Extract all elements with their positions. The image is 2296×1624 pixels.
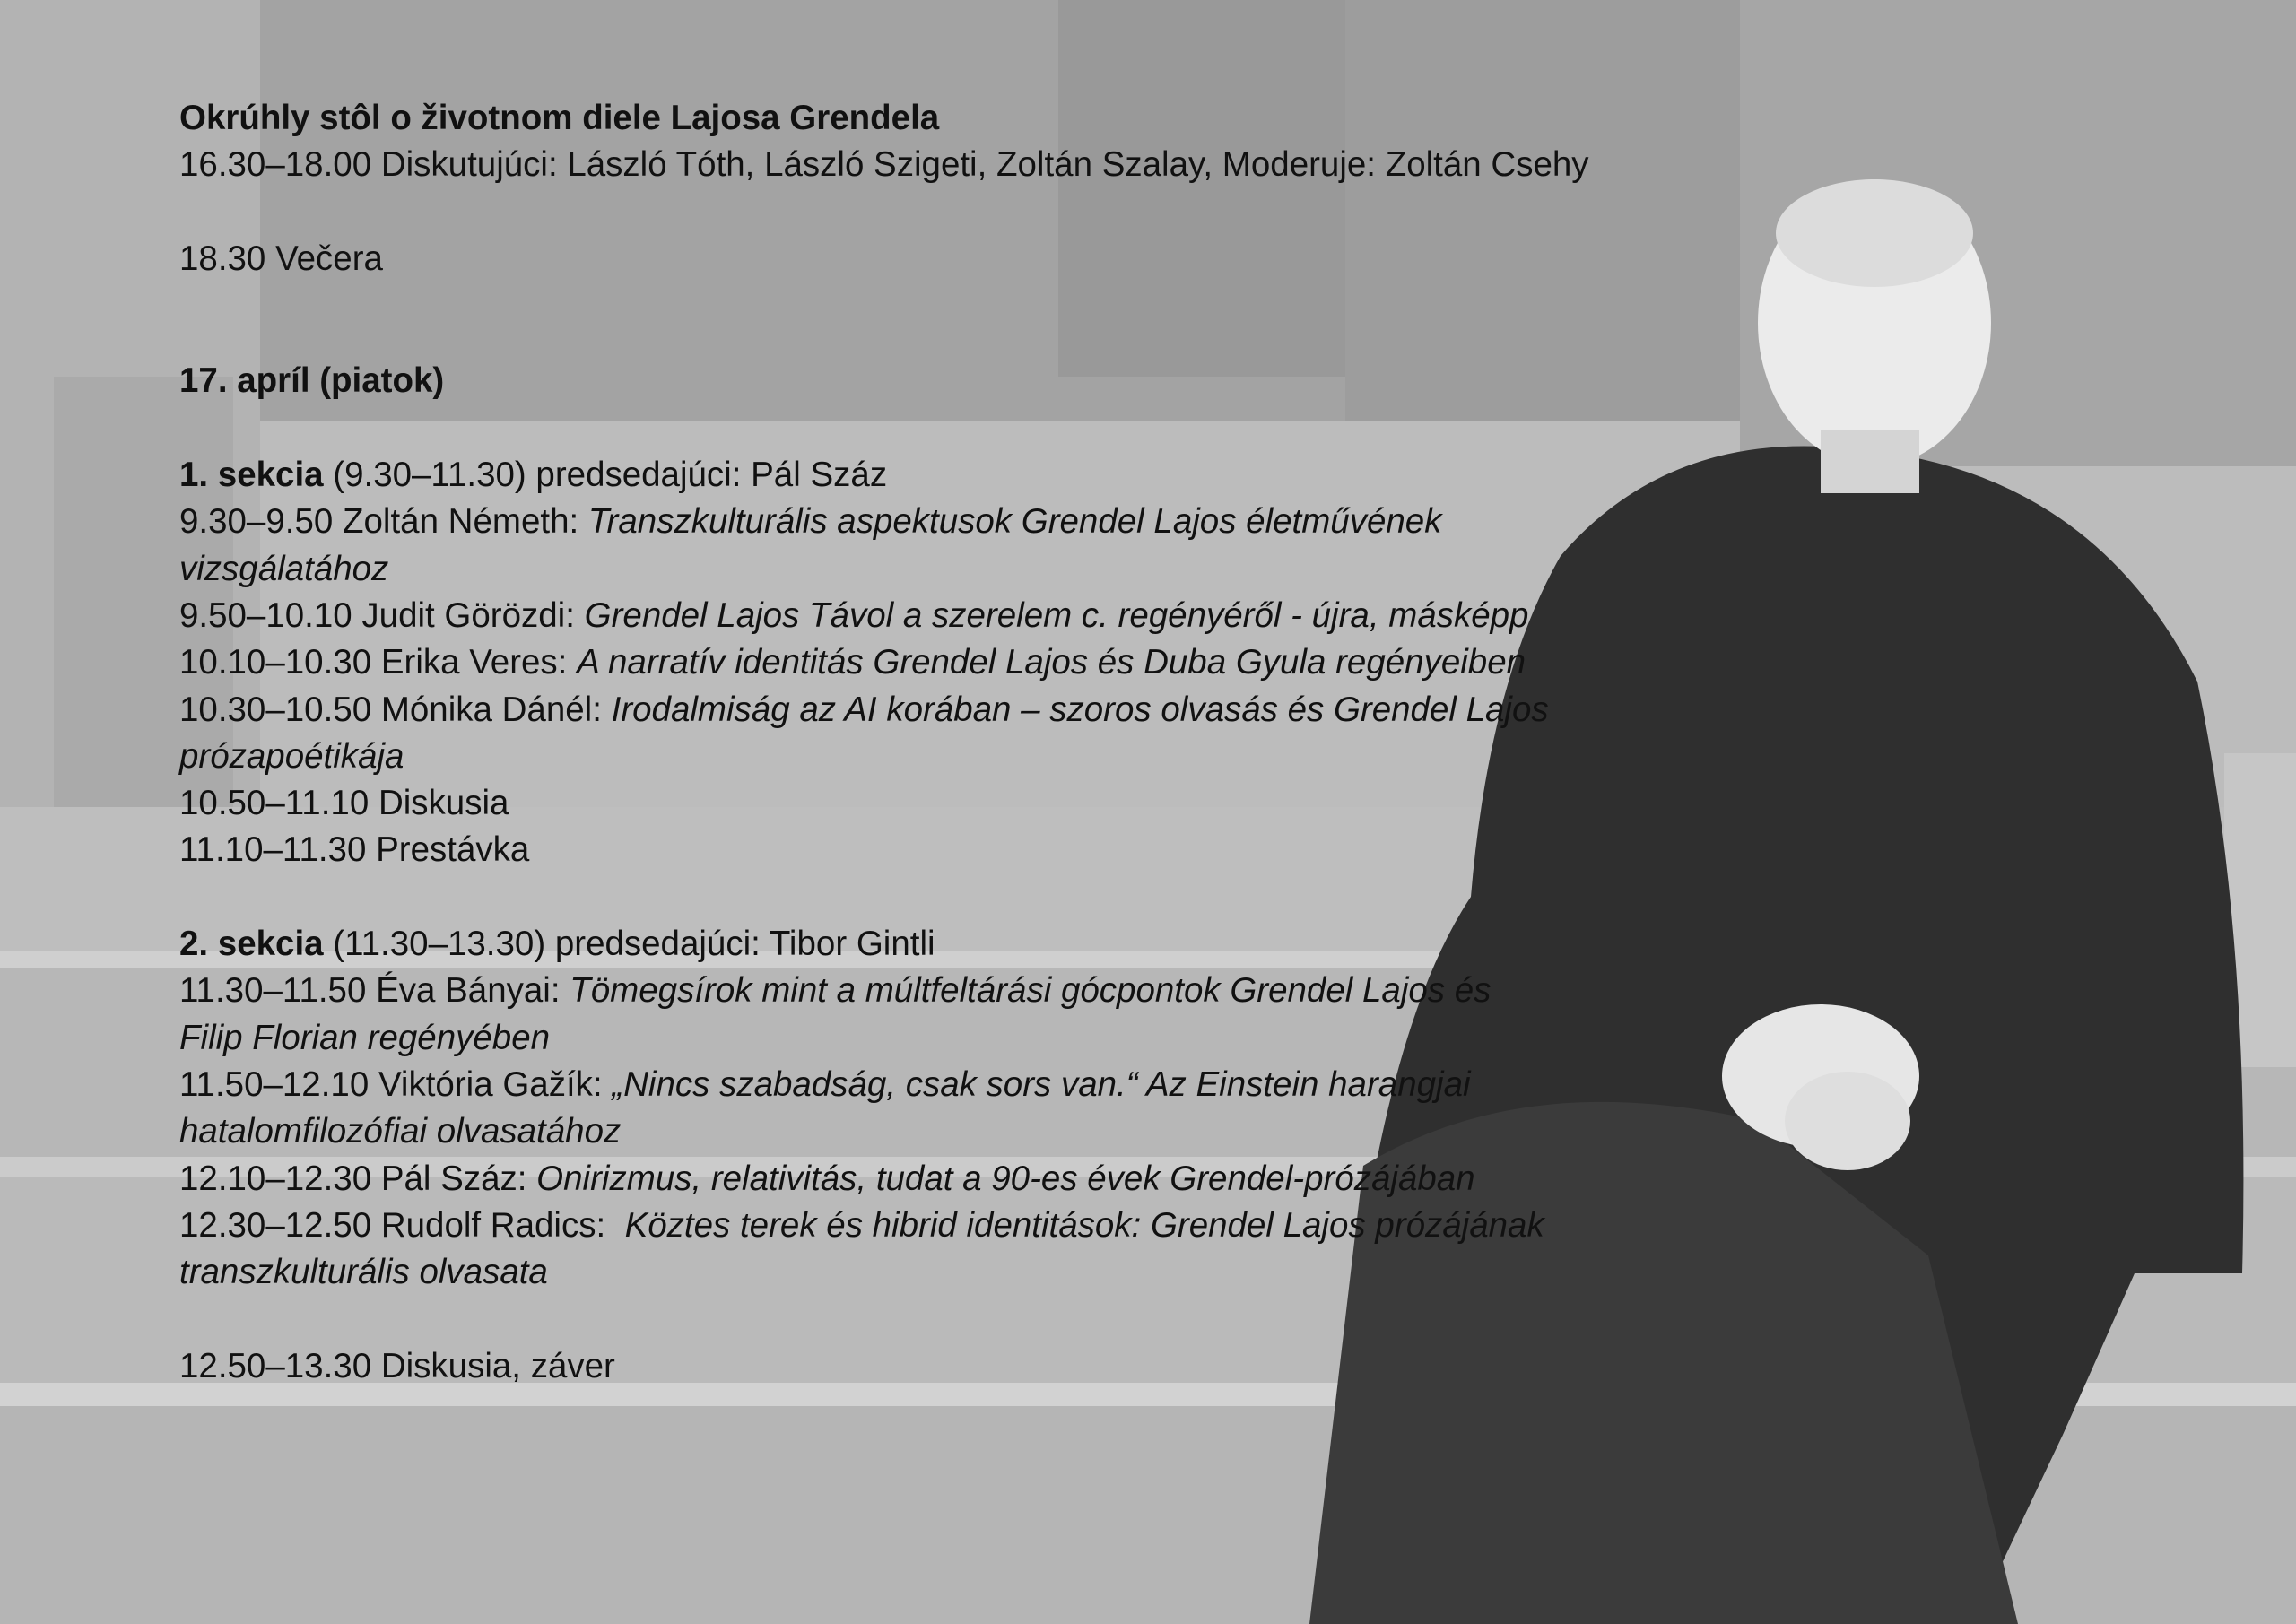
talk-time: 11.30–11.50 [179, 971, 367, 1011]
dinner-entry [179, 236, 1704, 282]
talk-title: „Nincs szabadság, csak sors van.“ Az Einstein harangjai [612, 1064, 1471, 1104]
discussion-label: Diskusia [378, 784, 509, 823]
talk-speaker: Zoltán Németh: [342, 502, 579, 542]
talk-entry-continued [179, 1108, 1704, 1155]
talk-speaker: Rudolf Radics: [380, 1205, 606, 1245]
break-entry [179, 827, 1704, 873]
talk-time: 12.10–12.30 [179, 1159, 372, 1198]
roundtable-title [179, 95, 1704, 142]
talk-entry [179, 1156, 1704, 1203]
talk-entry [179, 499, 1704, 545]
section1-info: (9.30–11.30) predsedajúci: Pál Száz [323, 456, 888, 495]
closing-entry [179, 1343, 1704, 1390]
closing-time: 12.50–13.30 [179, 1346, 372, 1385]
talk-entry-continued [179, 734, 1704, 780]
talk-title: Köztes terek és hibrid identitások: Grendel Lajos prózájának [624, 1205, 1544, 1245]
roundtable-title-text: Okrúhly stôl o životnom diele Lajosa Grendela [179, 99, 940, 137]
talk-time: 9.50–10.10 [179, 595, 352, 635]
talk-entry [179, 639, 1704, 686]
talk-entry [179, 687, 1704, 734]
discussion-time: 10.50–11.10 [179, 784, 370, 823]
talk-speaker: Viktória Gažík: [378, 1064, 603, 1104]
talk-speaker: Pál Száz: [380, 1159, 527, 1198]
section2-heading [179, 921, 1704, 968]
talk-title-continued: Filip Florian regényében [179, 1018, 551, 1057]
roundtable-entry [179, 142, 1704, 188]
section1-label: 1. sekcia [179, 456, 324, 495]
dinner-label: Večera [275, 239, 383, 278]
talk-title-continued: prózapoétikája [179, 736, 404, 776]
talk-time: 11.50–12.10 [179, 1064, 370, 1104]
roundtable-details: Diskutujúci: László Tóth, László Szigeti, Zoltán Szalay, Moderuje: Zoltán Csehy [380, 145, 1589, 185]
closing-label: Diskusia, záver [380, 1346, 615, 1385]
section2-info: (11.30–13.30) predsedajúci: Tibor Gintli [323, 925, 935, 964]
talk-title: Irodalmiság az AI korában – szoros olvasás és Grendel Lajos [611, 690, 1549, 729]
talk-entry-continued [179, 1249, 1704, 1296]
section1-heading [179, 452, 1704, 499]
day-heading [179, 358, 1704, 404]
talk-title: Grendel Lajos Távol a szerelem c. regényéről - újra, másképp [584, 595, 1529, 635]
roundtable-time: 16.30–18.00 [179, 145, 372, 185]
break-time: 11.10–11.30 [179, 830, 367, 870]
talk-title: Onirizmus, relativitás, tudat a 90-es évek Grendel-prózájában [536, 1159, 1475, 1198]
talk-entry-continued [179, 1015, 1704, 1062]
talk-entry-continued [179, 546, 1704, 593]
talk-entry [179, 1203, 1704, 1249]
talk-entry [179, 1062, 1704, 1108]
talk-title-continued: hatalomfilozófiai olvasatához [179, 1112, 622, 1151]
dinner-time: 18.30 [179, 239, 266, 278]
talk-entry [179, 593, 1704, 639]
talk-time: 10.10–10.30 [179, 643, 372, 682]
talk-title: Tömegsírok mint a múltfeltárási gócpontok Grendel Lajos és [570, 971, 1492, 1011]
conference-program [179, 95, 1704, 1390]
talk-title-continued: transzkulturális olvasata [179, 1253, 548, 1292]
talk-speaker: Mónika Dánél: [380, 690, 602, 729]
discussion-entry [179, 780, 1704, 827]
talk-time: 9.30–9.50 [179, 502, 334, 542]
talk-time: 12.30–12.50 [179, 1205, 372, 1245]
talk-speaker: Éva Bányai: [376, 971, 561, 1011]
talk-time: 10.30–10.50 [179, 690, 372, 729]
talk-entry [179, 968, 1704, 1014]
talk-title-continued: vizsgálatához [179, 549, 389, 588]
section2-label: 2. sekcia [179, 925, 324, 964]
talk-speaker: Erika Veres: [380, 643, 568, 682]
day-label: 17. apríl (piatok) [179, 361, 445, 401]
talk-title: A narratív identitás Grendel Lajos és Duba Gyula regényeiben [577, 643, 1526, 682]
talk-speaker: Judit Görözdi: [361, 595, 575, 635]
break-label: Prestávka [376, 830, 530, 870]
talk-title: Transzkulturális aspektusok Grendel Lajos életművének [587, 502, 1442, 542]
